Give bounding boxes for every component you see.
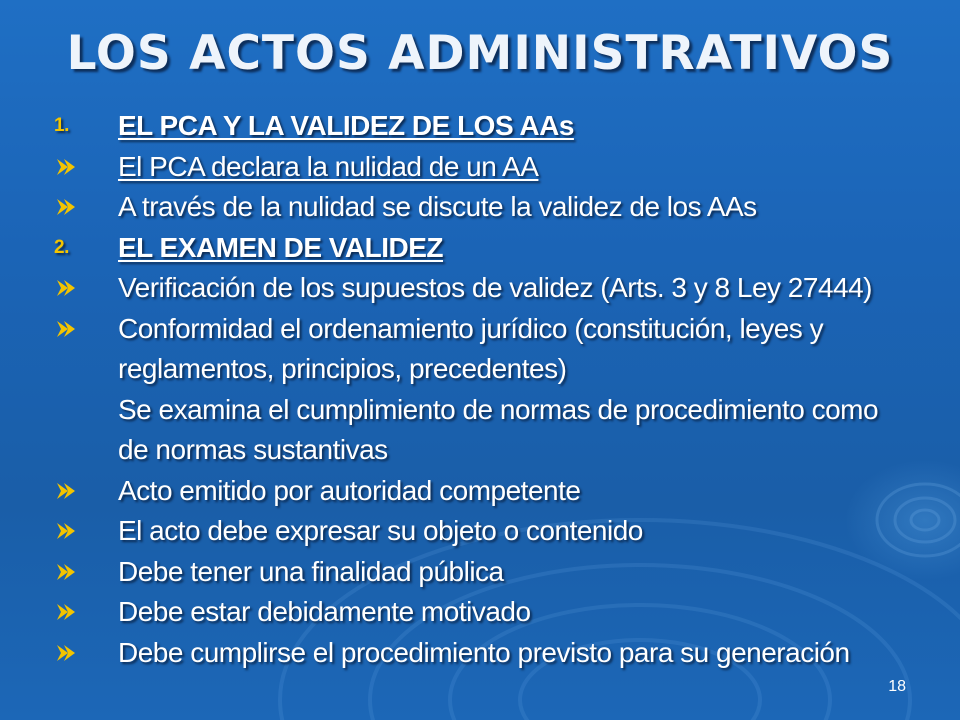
heading-text: EL EXAMEN DE VALIDEZ — [118, 231, 444, 263]
paragraph-text: Se examina el cumplimiento de normas de procedimiento como — [118, 393, 879, 425]
bullet-item — [52, 187, 932, 228]
bullet-continuation — [52, 349, 932, 390]
page-number: 18 — [888, 678, 906, 695]
bullet-item — [52, 552, 932, 593]
slide-title: LOS ACTOS ADMINISTRATIVOS — [66, 26, 894, 81]
bullet-item — [52, 633, 932, 674]
number-marker: 1. — [54, 115, 69, 136]
bullet-item — [52, 592, 932, 633]
heading-text: EL PCA Y LA VALIDEZ DE LOS AAs — [118, 110, 574, 141]
bullet-item — [52, 309, 932, 350]
bullet-item — [52, 511, 932, 552]
numbered-heading-1 — [52, 106, 932, 147]
bullet-text: Debe estar debidamente motivado — [118, 596, 531, 627]
bullet-text: reglamentos, principios, precedentes) — [118, 353, 567, 384]
slide-content — [52, 106, 932, 673]
bullet-text: El PCA declara la nulidad de un AA — [118, 150, 539, 182]
bullet-text: El acto debe expresar su objeto o contenido — [118, 515, 643, 546]
bullet-text: Acto emitido por autoridad competente — [118, 474, 581, 506]
paragraph-text: de normas sustantivas — [118, 434, 388, 465]
bullet-item — [52, 268, 932, 309]
bullet-text: Verificación de los supuestos de validez (Arts. 3 y 8 Ley 27444) — [118, 272, 872, 303]
bullet-item — [52, 471, 932, 512]
bullet-text: Conformidad el ordenamiento jurídico (constitución, leyes y — [118, 312, 824, 344]
bullet-text: Debe tener una finalidad pública — [118, 555, 504, 587]
numbered-heading-2 — [52, 228, 932, 269]
bullet-item — [52, 147, 932, 188]
number-marker: 2. — [54, 236, 69, 258]
paragraph-line — [52, 430, 932, 471]
bullet-text: A través de la nulidad se discute la validez de los AAs — [118, 191, 757, 222]
paragraph-line — [52, 390, 932, 431]
bullet-text: Debe cumplirse el procedimiento previsto para su generación — [118, 636, 850, 668]
